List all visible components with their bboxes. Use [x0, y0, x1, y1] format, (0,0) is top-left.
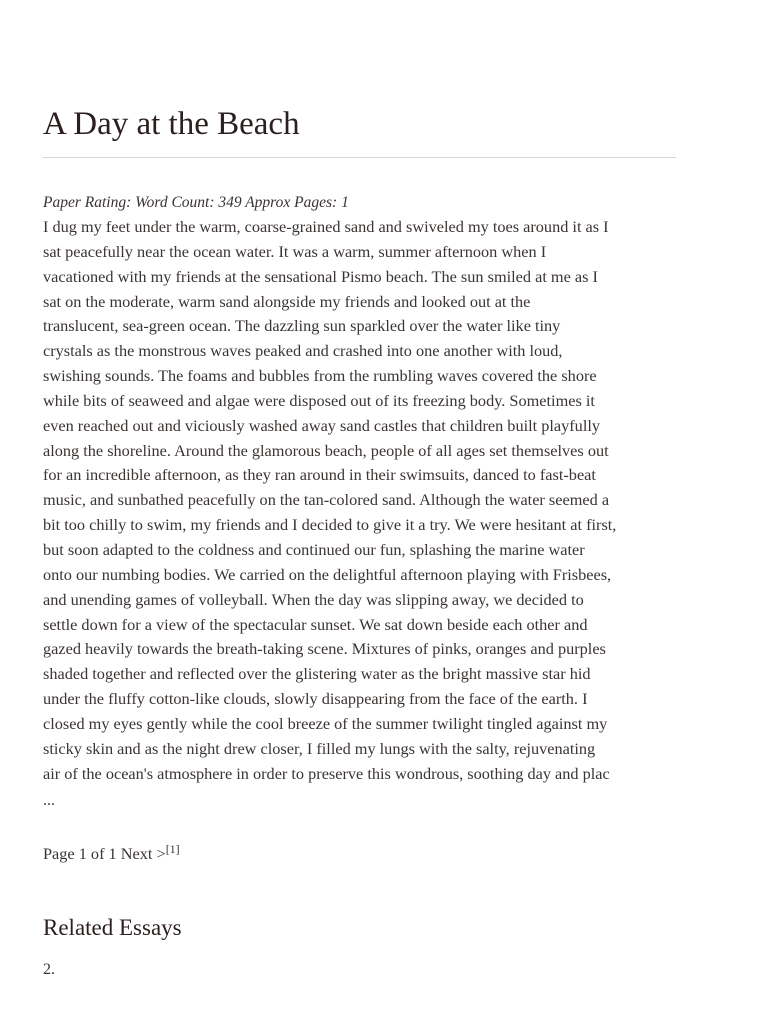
- essay-line: bit too chilly to swim, my friends and I decided to give it a try. We were hesitant at first,: [43, 515, 617, 535]
- essay-line: and unending games of volleyball. When the day was slipping away, we decided to: [43, 589, 584, 609]
- essay-line: gazed heavily towards the breath-taking scene. Mixtures of pinks, oranges and purples: [43, 639, 606, 659]
- pagination: [43, 842, 180, 866]
- page-indicator: Page 1 of 1: [43, 844, 121, 863]
- essay-line: for an incredible afternoon, as they ran around in their swimsuits, danced to fast-beat: [43, 465, 596, 485]
- related-essays-list: [43, 958, 55, 982]
- essay-line: along the shoreline. Around the glamorous beach, people of all ages set themselves out: [43, 440, 609, 460]
- title-divider: [43, 157, 676, 158]
- related-essay-item[interactable]: 2.: [43, 961, 55, 978]
- essay-line: music, and sunbathed peacefully on the tan-colored sand. Although the water seemed a: [43, 490, 610, 510]
- next-page-label: Next >: [120, 844, 166, 863]
- essay-line: closed my eyes gently while the cool breeze of the summer twilight tingled against my: [43, 713, 608, 733]
- essay-line: vacationed with my friends at the sensational Pismo beach. The sun smiled at me as I: [43, 266, 598, 286]
- essay-line: swishing sounds. The foams and bubbles from the rumbling waves covered the shore: [43, 366, 597, 386]
- essay-line: translucent, sea-green ocean. The dazzling sun sparkled over the water like tiny: [43, 316, 561, 336]
- footnote-ref[interactable]: [1]: [165, 842, 180, 856]
- essay-line: sat peacefully near the ocean water. It was a warm, summer afternoon when I: [43, 241, 547, 261]
- related-essays-heading: Related Essays: [43, 915, 182, 940]
- next-page-link[interactable]: [121, 844, 180, 863]
- essay-line: I dug my feet under the warm, coarse-grained sand and swiveled my toes around it as I: [43, 217, 609, 236]
- essay-line: onto our numbing bodies. We carried on the delightful afternoon playing with Frisbees,: [43, 564, 612, 584]
- essay-line: crystals as the monstrous waves peaked and crashed into one another with loud,: [43, 341, 563, 361]
- essay-line: even reached out and viciously washed away sand castles that children built playfully: [43, 415, 601, 435]
- essay-line: sat on the moderate, warm sand alongside my friends and looked out at the: [43, 291, 531, 311]
- essay-line: but soon adapted to the coldness and continued our fun, splashing the marine water: [43, 539, 585, 559]
- essay-line: while bits of seaweed and algae were disposed out of its freezing body. Sometimes it: [43, 390, 595, 410]
- essay-line: air of the ocean's atmosphere in order to preserve this wondrous, soothing day and plac: [43, 763, 610, 783]
- paper-meta: Paper Rating: Word Count: 349 Approx Pages: 1: [43, 194, 349, 211]
- essay-ellipsis: ...: [43, 792, 55, 809]
- essay-line: shaded together and reflected over the glistering water as the bright massive star hid: [43, 664, 591, 684]
- essay-line: settle down for a view of the spectacular sunset. We sat down beside each other and: [43, 614, 588, 634]
- page-title: A Day at the Beach: [43, 106, 300, 142]
- essay-body: [43, 215, 677, 786]
- essay-line: sticky skin and as the night drew closer, I filled my lungs with the salty, rejuvenating: [43, 738, 596, 758]
- essay-line: under the fluffy cotton-like clouds, slowly disappearing from the face of the earth. I: [43, 689, 588, 709]
